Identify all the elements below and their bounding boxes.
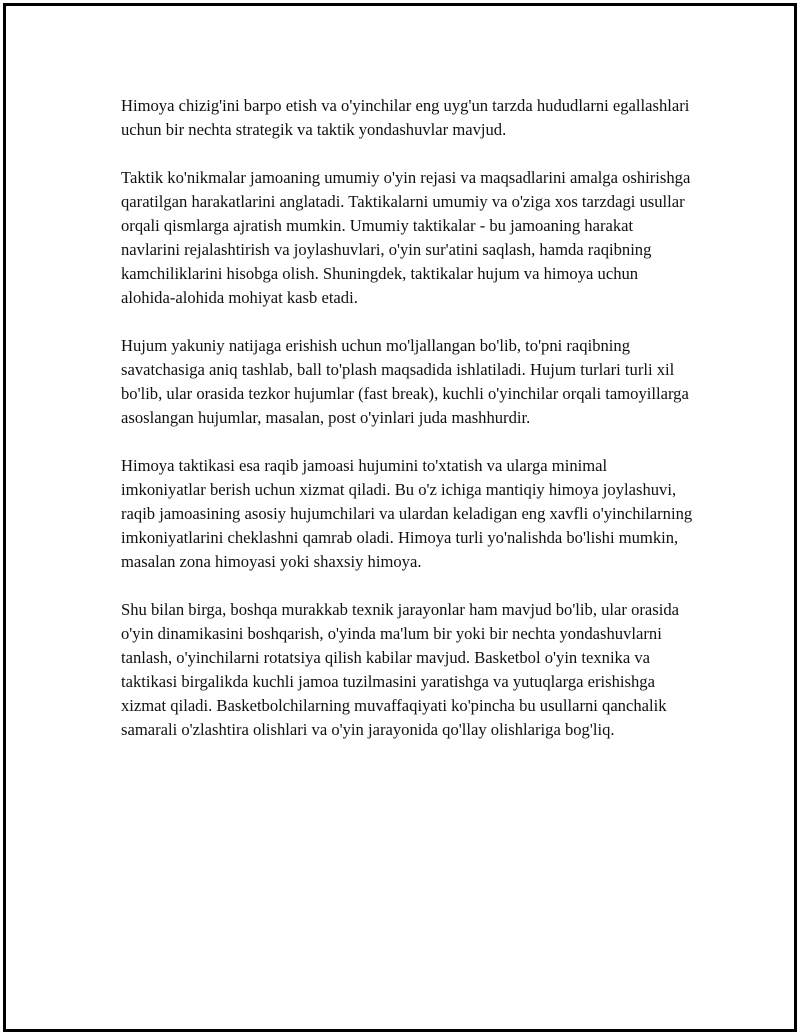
paragraph-5: Shu bilan birga, boshqa murakkab texnik jarayonlar ham mavjud bo'lib, ular orasida o'yin dinamikasini boshqarish, o'yinda ma'lum bir yoki bir nechta yondashuvlarni tanlash, o'yinchilarni rotatsiya qilish kabilar mavjud. Basketbol o'yin texnika va taktikasi birgalikda kuchli jamoa tuzilmasini yaratishga va yutuqlarga erishishga xizmat qiladi. Basketbolchilarning muvaffaqiyati ko'pincha bu usullarni qanchalik samarali o'zlashtira olishlari va o'yin jarayonida qo'llay olishlariga bog'liq.: [121, 600, 679, 739]
paragraph-3: Hujum yakuniy natijaga erishish uchun mo'ljallangan bo'lib, to'pni raqibning savatchasiga aniq tashlab, ball to'plash maqsadida ishlatiladi. Hujum turlari turli xil bo'lib, ular orasida tezkor hujumlar (fast break), kuchli o'yinchilar orqali tamoyillarga asoslangan hujumlar, masalan, post o'yinlari juda mashhurdir.: [121, 336, 689, 427]
document-page: [3, 3, 797, 1032]
paragraph-2: Taktik ko'nikmalar jamoaning umumiy o'yin rejasi va maqsadlarini amalga oshirishga qaratilgan harakatlarini anglatadi. Taktikalarni umumiy va o'ziga xos tarzdagi usullar orqali qismlarga ajratish mumkin. Umumiy taktikalar - bu jamoaning harakat navlarini rejalashtirish va joylashuvlari, o'yin sur'atini saqlash, hamda raqibning kamchiliklarini hisobga olish. Shuningdek, taktikalar hujum va himoya uchun alohida-alohida mohiyat kasb etadi.: [121, 168, 691, 307]
paragraph-4: Himoya taktikasi esa raqib jamoasi hujumini to'xtatish va ularga minimal imkoniyatlar berish uchun xizmat qiladi. Bu o'z ichiga mantiqiy himoya joylashuvi, raqib jamoasining asosiy hujumchilari va ulardan keladigan eng xavfli o'yinchilarning imkoniyatlarini cheklashni qamrab oladi. Himoya turli yo'nalishda bo'lishi mumkin, masalan zona himoyasi yoki shaxsiy himoya.: [121, 456, 693, 571]
paragraph-1: Himoya chizig'ini barpo etish va o'yinchilar eng uyg'un tarzda hududlarni egallashlari uchun bir nechta strategik va taktik yondashuvlar mavjud.: [121, 96, 690, 139]
document-body: [121, 94, 696, 766]
